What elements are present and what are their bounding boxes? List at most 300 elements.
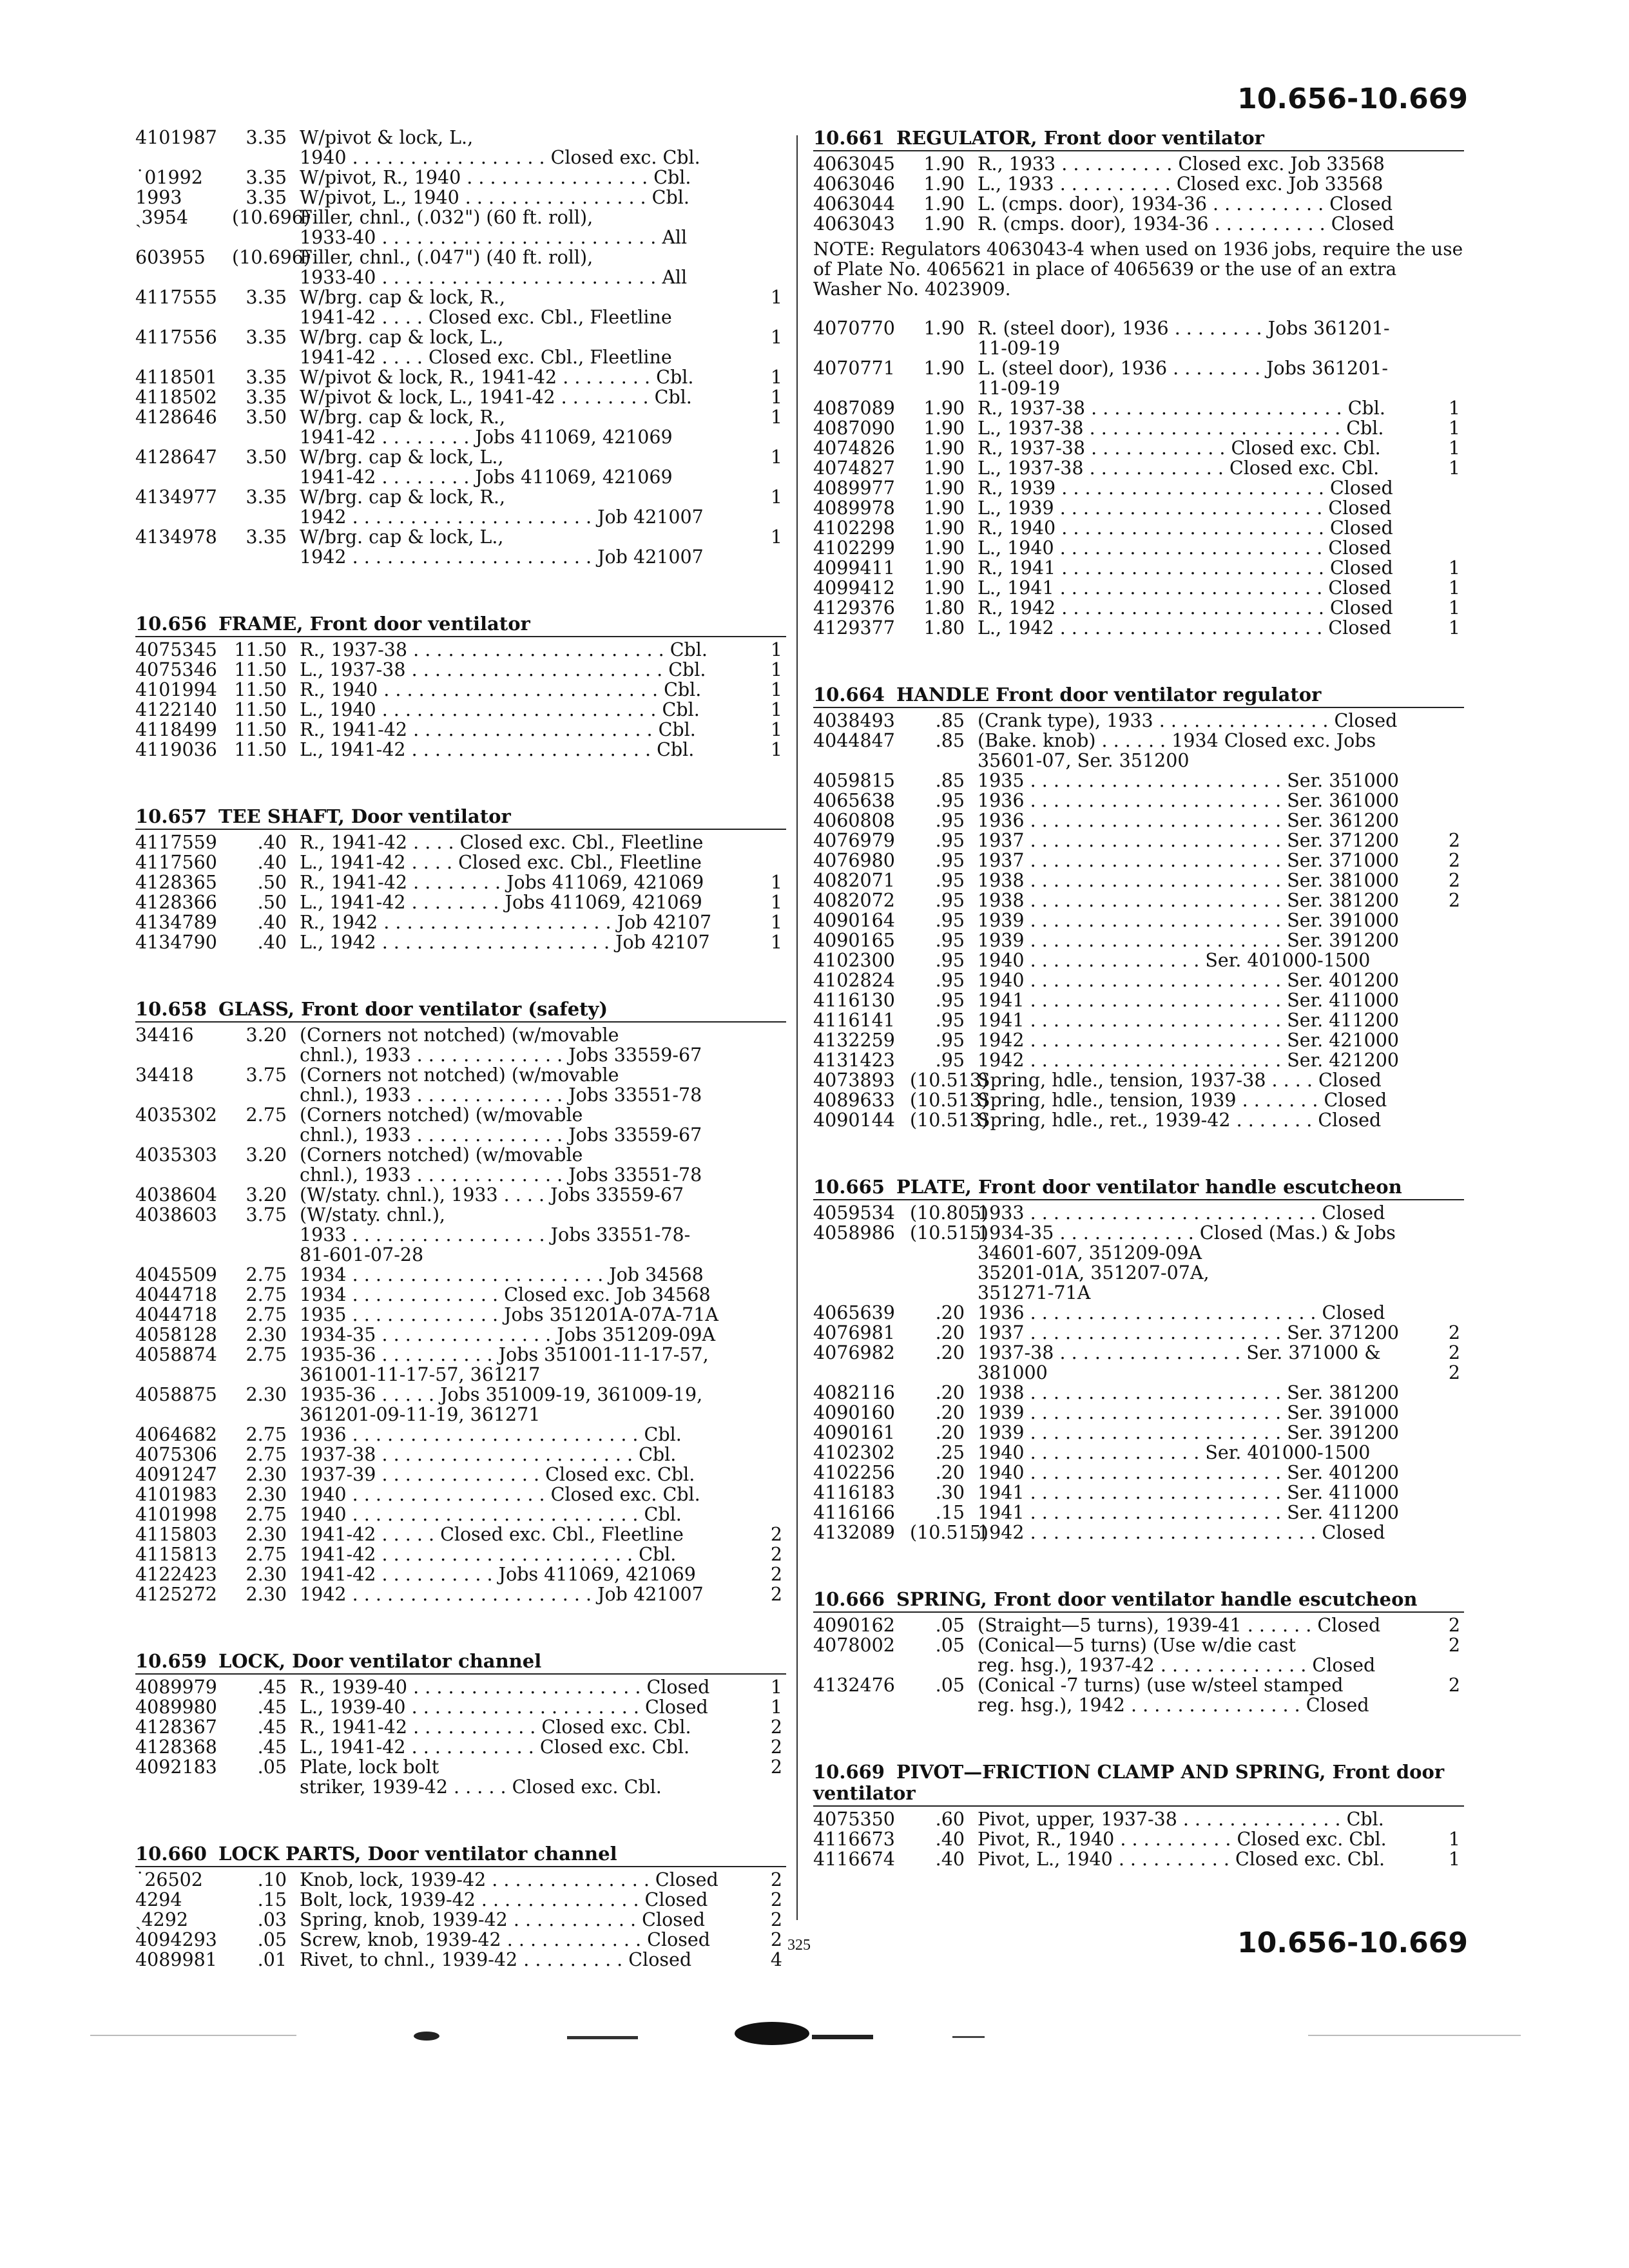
parts-section: [135, 999, 786, 1604]
section-number: 10.664: [813, 684, 885, 706]
table-row: [813, 890, 1464, 910]
table-row: [813, 970, 1464, 990]
part-quantity: 2: [1448, 1615, 1460, 1636]
section-title: REGULATOR, Front door ventilator: [896, 127, 1264, 149]
part-price: 2.75: [246, 1424, 287, 1445]
part-number: 4117560: [135, 852, 217, 873]
part-description: Screw, knob, 1939-42 . . . . . . . . . . . . Closed: [300, 1929, 710, 1950]
table-row: [135, 1544, 786, 1564]
table-row: [135, 892, 786, 912]
part-description: L., 1940 . . . . . . . . . . . . . . . . . . . . . . . Closed: [978, 537, 1392, 559]
table-row: [813, 318, 1464, 358]
part-description: R., 1941 . . . . . . . . . . . . . . . . . . . . . . . Closed: [978, 557, 1393, 579]
part-description: 1942 . . . . . . . . . . . . . . . . . . . . . . Ser. 421200: [978, 1050, 1399, 1071]
part-price: 1.90: [923, 173, 965, 195]
part-price: .95: [935, 810, 965, 831]
part-description: (Crank type), 1933 . . . . . . . . . . . . . . . Closed: [978, 710, 1398, 731]
table-row: [813, 518, 1464, 538]
table-row: [813, 1443, 1464, 1463]
table-row: [813, 1483, 1464, 1503]
part-price: 2.30: [246, 1324, 287, 1345]
table-row: [135, 1425, 786, 1445]
part-number: 4076981: [813, 1322, 895, 1343]
table-row: [135, 1025, 786, 1065]
part-price: .20: [935, 1422, 965, 1443]
table-row: [813, 1523, 1464, 1542]
part-quantity: 1: [770, 526, 782, 548]
part-description: Knob, lock, 1939-42 . . . . . . . . . . . . . . Closed: [300, 1869, 718, 1890]
part-number: 4075350: [813, 1809, 895, 1830]
parts-section: [135, 1651, 786, 1797]
part-number: 4076979: [813, 830, 895, 851]
table-row: [813, 791, 1464, 811]
part-description: 1938 . . . . . . . . . . . . . . . . . . . . . . Ser. 381200: [978, 1382, 1399, 1403]
part-description: (Corners notched) (w/movable chnl.), 1933 . . . . . . . . . . . . . Jobs 33551-78: [300, 1144, 702, 1186]
part-price: .95: [935, 890, 965, 911]
part-price: 2.30: [246, 1384, 287, 1405]
part-price: 3.75: [246, 1204, 287, 1225]
part-number: 4082071: [813, 870, 895, 891]
part-description: (Bake. knob) . . . . . . 1934 Closed exc. Jobs 35601-07, Ser. 351200: [978, 730, 1376, 771]
part-price: .40: [257, 852, 287, 873]
part-description: Spring, knob, 1939-42 . . . . . . . . . . . Closed: [300, 1909, 705, 1930]
table-row: [135, 407, 786, 447]
part-price: .60: [935, 1809, 965, 1830]
part-number: 4073893: [813, 1070, 895, 1091]
part-description: 1935-36 . . . . . . . . . . Jobs 351001-11-17-57, 361001-11-17-57, 361217: [300, 1344, 709, 1385]
part-price: .45: [257, 1716, 287, 1738]
part-price: 3.50: [246, 447, 287, 468]
part-number: 4074827: [813, 457, 895, 479]
table-row: [813, 498, 1464, 518]
part-price: 11.50: [234, 639, 287, 660]
section-heading: [135, 613, 786, 637]
part-price: 3.35: [246, 127, 287, 148]
part-number: 4102298: [813, 517, 895, 539]
part-description: 1941 . . . . . . . . . . . . . . . . . . . . . . Ser. 411200: [978, 1010, 1399, 1031]
part-quantity: 1: [1448, 1849, 1460, 1870]
part-description: L., 1940 . . . . . . . . . . . . . . . . . . . . . . . . Cbl.: [300, 699, 700, 720]
part-price: 11.50: [234, 719, 287, 740]
part-description: 1941-42 . . . . . . . . . . . . . . . . . . . . . . Cbl.: [300, 1544, 677, 1565]
part-number: 4128646: [135, 407, 217, 428]
part-quantity: 2: [1448, 850, 1460, 871]
part-quantity: 2: [770, 1756, 782, 1778]
table-row: [813, 1849, 1464, 1869]
part-number: 4087089: [813, 398, 895, 419]
table-row: [813, 1809, 1464, 1829]
part-quantity: 1: [1448, 437, 1460, 459]
part-description: L., 1937-38 . . . . . . . . . . . . Closed exc. Cbl.: [978, 457, 1380, 479]
part-number: 4089977: [813, 477, 895, 499]
part-quantity: 1: [1448, 557, 1460, 579]
part-description: 1940 . . . . . . . . . . . . . . . Ser. 401000-1500: [978, 1442, 1371, 1463]
part-number: 4059534: [813, 1202, 895, 1224]
part-price: (10.513): [910, 1090, 988, 1111]
table-row: [135, 207, 786, 247]
part-quantity: 1: [770, 486, 782, 508]
part-description: 1934-35 . . . . . . . . . . . . . . . Jobs 351209-09A: [300, 1324, 716, 1345]
part-number: 4128365: [135, 872, 217, 893]
part-description: Pivot, upper, 1937-38 . . . . . . . . . . . . . . Cbl.: [978, 1809, 1384, 1830]
section-number: 10.656: [135, 613, 207, 635]
part-price: 1.90: [923, 457, 965, 479]
part-number: 4090162: [813, 1615, 895, 1636]
part-price: (10.696): [232, 247, 311, 268]
section-heading: [813, 1177, 1464, 1200]
table-row: [813, 598, 1464, 618]
table-row: [135, 1524, 786, 1544]
part-description: R., 1939 . . . . . . . . . . . . . . . . . . . . . . . Closed: [978, 477, 1393, 499]
table-row: [135, 912, 786, 932]
part-description: 1940 . . . . . . . . . . . . . . . . . . . . . . Ser. 401200: [978, 1462, 1399, 1483]
part-description: Filler, chnl., (.047") (40 ft. roll), 1933-40 . . . . . . . . . . . . . . . . . . . . . . . . All: [300, 247, 688, 288]
part-quantity: 1: [1448, 597, 1460, 619]
part-description: W/pivot, L., 1940 . . . . . . . . . . . . . . . . Cbl.: [300, 187, 689, 208]
part-description: W/brg. cap & lock, R., 1941-42 . . . . . . . . Jobs 411069, 421069: [300, 407, 673, 448]
part-price: 2.75: [246, 1104, 287, 1126]
part-number: 4116130: [813, 990, 895, 1011]
section-note: NOTE: Regulators 4063043-4 when used on 1936 jobs, require the use of Plate No. 4065621 in place of 4065639 or the use of an extra Washer No. 4023909.: [813, 238, 1463, 300]
part-description: 1935-36 . . . . . Jobs 351009-19, 361009-19, 361201-09-11-19, 361271: [300, 1384, 703, 1425]
part-number: 4117555: [135, 287, 217, 308]
table-row: [135, 1870, 786, 1890]
part-description: 1936 . . . . . . . . . . . . . . . . . . . . . . Ser. 361000: [978, 790, 1399, 811]
part-quantity: 1: [770, 739, 782, 760]
part-price: 3.35: [246, 287, 287, 308]
part-price: 11.50: [234, 739, 287, 760]
part-price: .85: [935, 770, 965, 791]
part-price: 2.75: [246, 1504, 287, 1525]
part-price: 3.35: [246, 526, 287, 548]
part-price: .25: [935, 1442, 965, 1463]
part-price: 2.30: [246, 1564, 287, 1585]
section-title: PIVOT—FRICTION CLAMP AND SPRING, Front door ventilator: [813, 1761, 1445, 1804]
part-number: 4115803: [135, 1524, 217, 1545]
part-price: 2.30: [246, 1584, 287, 1605]
part-price: 2.75: [246, 1544, 287, 1565]
part-description: 1937 . . . . . . . . . . . . . . . . . . . . . . Ser. 371200: [978, 1322, 1399, 1343]
part-description: 1940 . . . . . . . . . . . . . . . Ser. 401000-1500: [978, 950, 1371, 971]
parts-section: [813, 1589, 1464, 1715]
part-description: W/pivot & lock, L., 1941-42 . . . . . . . . Cbl.: [300, 387, 692, 408]
part-description: Spring, hdle., tension, 1939 . . . . . . . Closed: [978, 1090, 1387, 1111]
part-number: 4102299: [813, 537, 895, 559]
parts-section: [813, 1177, 1464, 1542]
part-number: 4122140: [135, 699, 217, 720]
part-quantity: 2: [1448, 1675, 1460, 1696]
page-footer-code: 10.656-10.669: [1237, 1927, 1468, 1959]
part-description: Pivot, R., 1940 . . . . . . . . . . Closed exc. Cbl.: [978, 1829, 1387, 1850]
section-title: GLASS, Front door ventilator (safety): [218, 998, 608, 1020]
part-price: 2.75: [246, 1284, 287, 1305]
part-number: ˙01992: [135, 167, 203, 188]
part-description: 1937 . . . . . . . . . . . . . . . . . . . . . . Ser. 371200: [978, 830, 1399, 851]
part-description: 1937-38 . . . . . . . . . . . . . . . . Ser. 371000 & 381000: [978, 1342, 1381, 1383]
column-divider: [796, 135, 798, 1920]
part-price: .95: [935, 830, 965, 851]
part-description: 1942 . . . . . . . . . . . . . . . . . . . . . Job 421007: [300, 1584, 704, 1605]
part-description: 1936 . . . . . . . . . . . . . . . . . . . . . . . . . Closed: [978, 1302, 1385, 1323]
part-description: L. (cmps. door), 1934-36 . . . . . . . . . . Closed: [978, 193, 1393, 215]
part-price: 11.50: [234, 659, 287, 680]
section-heading: [135, 806, 786, 830]
part-description: R. (steel door), 1936 . . . . . . . . Jobs 361201- 11-09-19: [978, 318, 1390, 359]
part-quantity: 2: [1448, 890, 1460, 911]
part-description: Filler, chnl., (.032") (60 ft. roll), 1933-40 . . . . . . . . . . . . . . . . . . . . . . . . All: [300, 207, 688, 248]
part-price: .05: [257, 1929, 287, 1950]
part-number: 4074826: [813, 437, 895, 459]
part-price: 1.90: [923, 577, 965, 599]
part-quantity: 1: [770, 447, 782, 468]
table-row: [813, 1070, 1464, 1090]
part-quantity: 1: [1448, 457, 1460, 479]
table-row: [813, 771, 1464, 791]
table-row: [135, 1065, 786, 1105]
section-title: HANDLE Front door ventilator regulator: [896, 684, 1322, 706]
part-number: 4058875: [135, 1384, 217, 1405]
part-number: 4075306: [135, 1444, 217, 1465]
part-price: .40: [257, 912, 287, 933]
part-price: 1.90: [923, 437, 965, 459]
part-price: 3.35: [246, 167, 287, 188]
section-number: 10.658: [135, 998, 207, 1020]
part-quantity: 1: [770, 659, 782, 680]
part-price: 2.75: [246, 1304, 287, 1325]
part-number: 34416: [135, 1024, 194, 1046]
part-description: 1935 . . . . . . . . . . . . . . . . . . . . . . Ser. 351000: [978, 770, 1399, 791]
table-row: [813, 1635, 1464, 1675]
part-number: 4058128: [135, 1324, 217, 1345]
part-description: L., 1937-38 . . . . . . . . . . . . . . . . . . . . . . Cbl.: [300, 659, 706, 680]
part-quantity: 1: [770, 699, 782, 720]
part-number: 4099412: [813, 577, 895, 599]
part-price: (10.805): [910, 1202, 988, 1224]
table-row: [135, 1564, 786, 1584]
part-description: R., 1937-38 . . . . . . . . . . . . . . . . . . . . . . Cbl.: [978, 398, 1385, 419]
part-number: 4117559: [135, 832, 217, 853]
part-number: 34418: [135, 1064, 194, 1086]
part-number: 4038604: [135, 1184, 217, 1206]
part-price: .50: [257, 892, 287, 913]
part-number: 4082072: [813, 890, 895, 911]
part-quantity: 1: [770, 407, 782, 428]
table-row: [813, 1503, 1464, 1523]
part-price: 2.75: [246, 1444, 287, 1465]
part-description: 1940 . . . . . . . . . . . . . . . . . . . . . . . . . Cbl.: [300, 1504, 682, 1525]
part-description: 1933 . . . . . . . . . . . . . . . . . . . . . . . . . Closed: [978, 1202, 1385, 1224]
table-row: [135, 1584, 786, 1604]
part-price: (10.696): [232, 207, 311, 228]
table-row: [135, 1325, 786, 1345]
part-number: 4075346: [135, 659, 217, 680]
part-number: 4058874: [135, 1344, 217, 1365]
part-number: 4090160: [813, 1402, 895, 1423]
table-row: [813, 1203, 1464, 1223]
part-price: 3.20: [246, 1184, 287, 1206]
part-description: W/brg. cap & lock, L., 1942 . . . . . . . . . . . . . . . . . . . . . Job 421007: [300, 526, 704, 568]
part-price: 3.20: [246, 1144, 287, 1166]
part-description: 1937-39 . . . . . . . . . . . . . . Closed exc. Cbl.: [300, 1464, 695, 1485]
table-row: [135, 1950, 786, 1970]
parts-section: [813, 1762, 1464, 1869]
part-quantity: 2 2: [1448, 1342, 1460, 1383]
part-number: 4118502: [135, 387, 217, 408]
table-row: [813, 950, 1464, 970]
part-description: W/brg. cap & lock, R., 1942 . . . . . . . . . . . . . . . . . . . . . Job 421007: [300, 486, 704, 528]
part-number: 4063045: [813, 153, 895, 175]
part-description: L., 1939 . . . . . . . . . . . . . . . . . . . . . . . Closed: [978, 497, 1392, 519]
table-row: [135, 128, 786, 168]
table-row: [135, 187, 786, 207]
part-quantity: 1: [770, 1696, 782, 1718]
part-number: 4065638: [813, 790, 895, 811]
part-description: 1936 . . . . . . . . . . . . . . . . . . . . . . Ser. 361200: [978, 810, 1399, 831]
part-description: R., 1941-42 . . . . . . . . Jobs 411069, 421069: [300, 872, 704, 893]
part-description: L., 1937-38 . . . . . . . . . . . . . . . . . . . . . . Cbl.: [978, 418, 1384, 439]
table-row: [813, 1090, 1464, 1110]
part-number: 4076980: [813, 850, 895, 871]
part-price: .95: [935, 970, 965, 991]
part-number: 4089981: [135, 1949, 217, 1970]
part-number: 4128366: [135, 892, 217, 913]
part-number: 4117556: [135, 327, 217, 348]
part-price: .85: [935, 710, 965, 731]
part-description: (Corners notched) (w/movable chnl.), 1933 . . . . . . . . . . . . . Jobs 33559-67: [300, 1104, 702, 1146]
part-description: 1940 . . . . . . . . . . . . . . . . . Closed exc. Cbl.: [300, 1484, 700, 1505]
part-description: W/pivot & lock, L., 1940 . . . . . . . . . . . . . . . . . Closed exc. Cbl.: [300, 127, 700, 168]
part-number: 4134790: [135, 932, 217, 953]
part-price: .05: [935, 1615, 965, 1636]
part-number: 4132476: [813, 1675, 895, 1696]
table-row: [813, 990, 1464, 1010]
table-row: [135, 1890, 786, 1910]
part-number: 4132089: [813, 1522, 895, 1543]
part-number: ˏ3954: [135, 207, 189, 228]
part-description: 1937-38 . . . . . . . . . . . . . . . . . . . . . . Cbl.: [300, 1444, 677, 1465]
table-row: [135, 1677, 786, 1697]
part-number: 4044718: [135, 1304, 217, 1325]
part-price: .45: [257, 1736, 287, 1758]
section-heading: [813, 684, 1464, 708]
table-row: [813, 194, 1464, 214]
part-number: 4038493: [813, 710, 895, 731]
part-number: 4058986: [813, 1222, 895, 1244]
part-description: Bolt, lock, 1939-42 . . . . . . . . . . . . . . Closed: [300, 1889, 708, 1910]
part-number: 4076982: [813, 1342, 895, 1363]
table-row: [813, 154, 1464, 174]
part-price: .20: [935, 1302, 965, 1323]
table-row: [813, 1675, 1464, 1715]
part-price: .95: [935, 1030, 965, 1051]
part-number: 4101998: [135, 1504, 217, 1525]
section-number: 10.660: [135, 1843, 207, 1865]
part-price: .10: [257, 1869, 287, 1890]
part-price: 3.50: [246, 407, 287, 428]
part-price: .95: [935, 870, 965, 891]
part-number: 4129376: [813, 597, 895, 619]
part-quantity: 1: [770, 327, 782, 348]
part-description: R., 1941-42 . . . . . . . . . . . . . . . . . . . . . Cbl.: [300, 719, 696, 740]
part-description: 1938 . . . . . . . . . . . . . . . . . . . . . . Ser. 381000: [978, 870, 1399, 891]
part-number: 4092183: [135, 1756, 217, 1778]
parts-section: [135, 128, 786, 567]
table-row: [813, 398, 1464, 418]
part-description: W/brg. cap & lock, R., 1941-42 . . . . Closed exc. Cbl., Fleetline: [300, 287, 672, 328]
part-number: 4089980: [135, 1696, 217, 1718]
part-number: 4094293: [135, 1929, 217, 1950]
part-description: L., 1941-42 . . . . . . . . Jobs 411069, 421069: [300, 892, 702, 913]
table-row: [135, 1504, 786, 1524]
part-quantity: 2: [770, 1716, 782, 1738]
table-row: [813, 214, 1464, 234]
table-row: [135, 247, 786, 287]
part-price: .95: [935, 1050, 965, 1071]
table-row: [135, 387, 786, 407]
part-number: 4125272: [135, 1584, 217, 1605]
part-price: .20: [935, 1402, 965, 1423]
left-column: [135, 128, 786, 2016]
part-price: 1.90: [923, 398, 965, 419]
table-row: [813, 1403, 1464, 1423]
part-description: 1936 . . . . . . . . . . . . . . . . . . . . . . . . . Cbl.: [300, 1424, 682, 1445]
table-row: [135, 1717, 786, 1737]
right-column: [813, 128, 1464, 1916]
part-price: .20: [935, 1382, 965, 1403]
parts-section: [813, 128, 1464, 638]
part-price: 1.90: [923, 213, 965, 235]
part-quantity: 1: [770, 367, 782, 388]
scan-artifact-marks: [0, 2022, 1629, 2048]
part-price: .05: [935, 1675, 965, 1696]
part-description: L., 1939-40 . . . . . . . . . . . . . . . . . . . . Closed: [300, 1696, 708, 1718]
part-price: .40: [257, 832, 287, 853]
part-description: 1939 . . . . . . . . . . . . . . . . . . . . . . Ser. 391000: [978, 910, 1399, 931]
table-row: [813, 1323, 1464, 1343]
part-quantity: 4: [770, 1949, 782, 1970]
table-row: [813, 478, 1464, 498]
table-row: [135, 527, 786, 567]
part-price: 2.75: [246, 1344, 287, 1365]
table-row: [813, 910, 1464, 930]
part-price: .95: [935, 990, 965, 1011]
part-description: 1939 . . . . . . . . . . . . . . . . . . . . . . Ser. 391200: [978, 1422, 1399, 1443]
part-price: 11.50: [234, 679, 287, 700]
part-number: 4134977: [135, 486, 217, 508]
part-description: (Corners not notched) (w/movable chnl.), 1933 . . . . . . . . . . . . . Jobs 33551-78: [300, 1064, 702, 1106]
part-description: 1934 . . . . . . . . . . . . . . . . . . . . . . Job 34568: [300, 1264, 704, 1285]
table-row: [813, 438, 1464, 458]
table-row: [135, 367, 786, 387]
part-description: R., 1941-42 . . . . . . . . . . . Closed exc. Cbl.: [300, 1716, 691, 1738]
part-price: 1.90: [923, 517, 965, 539]
part-description: (Corners not notched) (w/movable chnl.), 1933 . . . . . . . . . . . . . Jobs 33559-67: [300, 1024, 702, 1066]
part-price: 2.75: [246, 1264, 287, 1285]
part-description: 1935 . . . . . . . . . . . . . Jobs 351201A-07A-71A: [300, 1304, 718, 1325]
table-row: [135, 1757, 786, 1797]
part-number: 4090144: [813, 1110, 895, 1131]
part-number: 4118501: [135, 367, 217, 388]
part-number: 4090165: [813, 930, 895, 951]
part-price: .20: [935, 1462, 965, 1483]
part-quantity: 2: [770, 1929, 782, 1950]
part-number: 4082116: [813, 1382, 895, 1403]
part-number: 4102302: [813, 1442, 895, 1463]
table-row: [135, 1265, 786, 1285]
part-description: L., 1942 . . . . . . . . . . . . . . . . . . . . . . . Closed: [978, 617, 1392, 639]
part-description: R., 1942 . . . . . . . . . . . . . . . . . . . . . . . Closed: [978, 597, 1393, 619]
part-number: 4134978: [135, 526, 217, 548]
